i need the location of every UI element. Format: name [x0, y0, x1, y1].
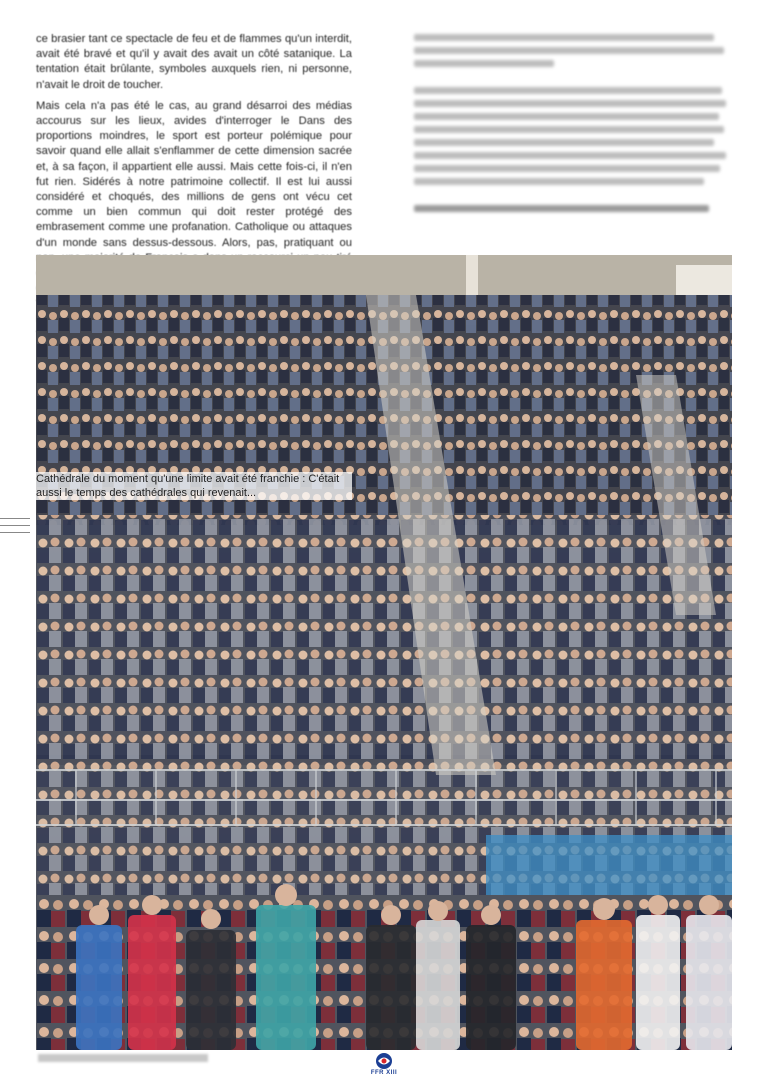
blurred-text-line	[414, 47, 724, 54]
blurred-text-line	[414, 100, 726, 107]
footer-blurred-credit	[38, 1054, 208, 1062]
crowd-illustration	[36, 255, 732, 1050]
blurred-text-line	[414, 34, 714, 41]
caption-text: Cathédrale du moment qu'une limite avait été franchie : C'était aussi le temps des cathédrales qui revenait...	[36, 473, 340, 499]
blurred-text-line	[414, 113, 719, 120]
blurred-text-line	[414, 139, 714, 146]
paragraph-text: Mais cela n'a pas été le cas, au grand désarroi des médias accourus sur les lieux, avides d'interroger le Dans des proportions moindres, le sport est porteur polémique pour savoir quand elle allait s'enflammer de cette dimension sacrée et, à sa façon, il appartient elle aussi. Mais cette fois-ci, il n'en fut rien. Sidérés à notre patrimoine collectif. Il est lui aussi considéré et choqués, des millions de gens ont vécu cet comme un bien commun qui doit rester protégé des embrasement comme une profanation. Catholique ou attaques d'un monde sans dessus-dessous. Alors, pas, pratiquant ou	[36, 99, 352, 249]
logo-text: FFR XIII	[370, 1070, 398, 1076]
stadium-crowd-photo	[36, 255, 732, 1050]
blurred-text-line	[414, 165, 720, 172]
blurred-text-line	[414, 205, 709, 212]
blurred-text-line	[414, 178, 704, 185]
federation-emblem-icon	[374, 1052, 394, 1070]
blurred-text-line	[414, 87, 722, 94]
article-paragraph	[36, 32, 352, 93]
overlay-caption	[36, 472, 352, 500]
margin-crop-mark	[0, 512, 30, 542]
blurred-text-line	[414, 60, 554, 67]
blurred-text-line	[414, 126, 724, 133]
article-right-column	[414, 34, 730, 218]
ffr-xiii-logo	[366, 1052, 402, 1082]
blurred-text-line	[414, 152, 726, 159]
paragraph-text: ce brasier tant ce spectacle de feu et de flammes qu'un interdit, avait été bravé et qu'il y avait des avait un côté satanique. La tentation était brûlante, symboles auxquels rien, ni personne, n'avait le droit de toucher.	[36, 33, 352, 91]
